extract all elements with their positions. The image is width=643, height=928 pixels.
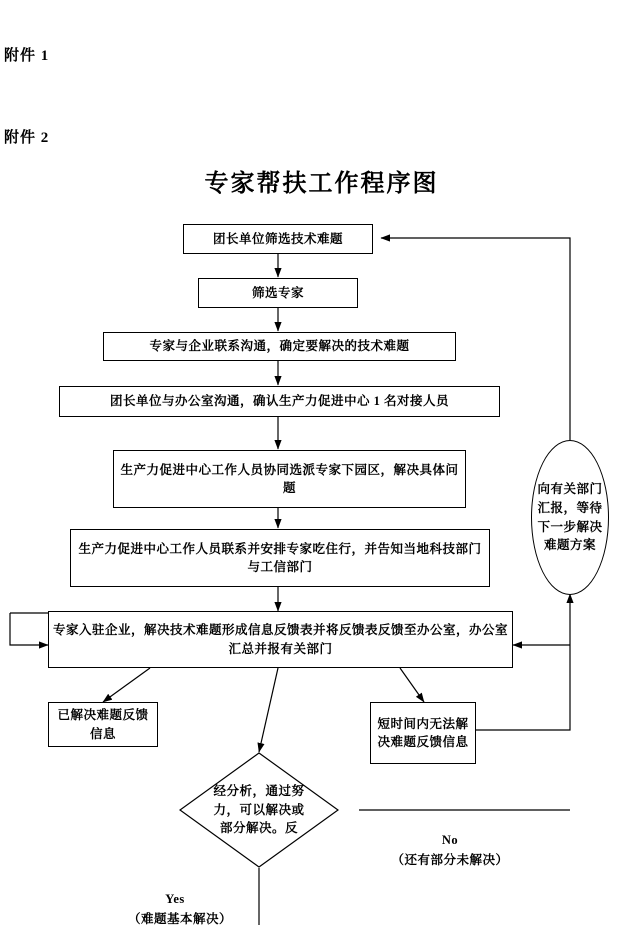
- flow-node-label: 专家与企业联系沟通，确定要解决的技术难题: [149, 339, 410, 354]
- branch-note-no-text: （还有部分未解决）: [391, 853, 509, 867]
- flow-node-assign-liaison[interactable]: [59, 386, 500, 417]
- branch-label-no-text: No: [441, 833, 459, 847]
- branch-note-yes: [95, 910, 265, 928]
- attachment-label-1: 附件 1: [4, 48, 50, 64]
- flow-node-label: 已解决难题反馈信息: [57, 708, 149, 741]
- branch-label-no: [420, 831, 480, 849]
- flow-node-dispatch-experts[interactable]: [113, 450, 466, 508]
- page-title: 专家帮扶工作程序图: [204, 171, 439, 197]
- flow-node-resolved-feedback[interactable]: [48, 702, 158, 747]
- flow-node-select-experts[interactable]: [198, 278, 358, 308]
- flow-node-unresolved-feedback[interactable]: [370, 702, 476, 764]
- flow-node-label: 生产力促进中心工作人员协同选派专家下园区，解决具体问题: [120, 462, 459, 495]
- flow-node-label: 筛选专家: [251, 285, 304, 300]
- flow-node-arrange-logistics[interactable]: [70, 529, 490, 587]
- attachment-label-2: 附件 2: [4, 130, 50, 146]
- flow-node-expert-onsite-feedback[interactable]: [48, 611, 513, 668]
- flow-node-label: 生产力促进中心工作人员联系并安排专家吃住行，并告知当地科技部门与工信部门: [78, 541, 482, 574]
- branch-note-no: [370, 851, 530, 869]
- flow-node-expert-enterprise-contact[interactable]: [103, 332, 456, 361]
- branch-label-yes-text: Yes: [165, 892, 185, 906]
- branch-note-yes-text: （难题基本解决）: [127, 912, 232, 926]
- branch-label-yes: [145, 890, 205, 908]
- flow-decision-can-resolve[interactable]: [179, 752, 339, 868]
- flow-node-label: 专家入驻企业，解决技术难题形成信息反馈表并将反馈表反馈至办公室，办公室汇总并报有关部门: [53, 623, 509, 656]
- flow-node-label: 团长单位与办公室沟通，确认生产力促进中心 1 名对接人员: [109, 394, 449, 409]
- flow-node-report-await-plan[interactable]: [531, 440, 609, 595]
- flow-node-label: 短时间内无法解决难题反馈信息: [377, 716, 469, 749]
- flow-node-label: 向有关部门汇报，等待下一步解决难题方案: [537, 482, 603, 553]
- flow-node-label: 团长单位筛选技术难题: [212, 231, 343, 246]
- flow-decision-label: 经分析，通过努力，可以解决或部分解决。反: [213, 783, 305, 836]
- flow-node-screen-problems[interactable]: [183, 224, 373, 254]
